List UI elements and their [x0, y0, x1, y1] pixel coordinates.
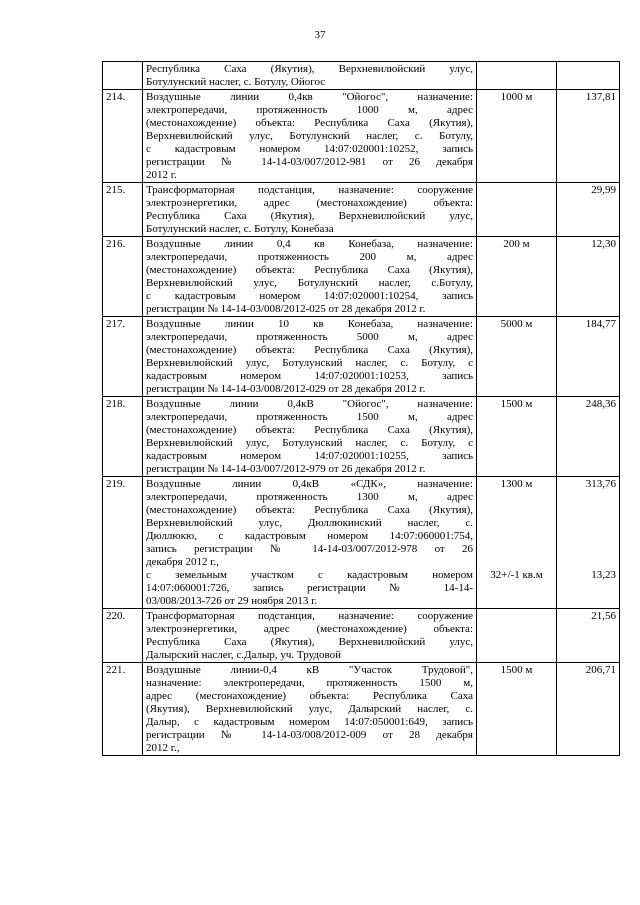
row-number [103, 62, 143, 90]
description-line: Ботулунский наслег, с. Ботулу, Ойогос [146, 76, 326, 88]
description-line: 2012 г. [146, 169, 177, 181]
length-value: 5000 м [500, 318, 533, 330]
property-registry-table [102, 61, 620, 756]
description-line: Далырский наслег, с.Далыр, уч. Трудовой [146, 649, 341, 661]
description-line: Республика Саха (Якутия), Верхневилюйский улус, [146, 210, 473, 222]
table-row [103, 397, 620, 477]
description-line: Воздушные линии 0,4кВ "Ойогос", назначение: [146, 398, 473, 410]
object-description [143, 90, 477, 183]
description-line: Воздушные линии 0,4кВ «СДК», назначение: [146, 478, 473, 490]
object-description [143, 477, 477, 609]
object-description [143, 183, 477, 237]
table-row [103, 90, 620, 183]
table-row [103, 663, 620, 756]
description-subline: с земельным участком с кадастровым номером [146, 569, 473, 581]
description-line: регистрации № 14-14-03/008/2012-009 от 28 декабря [146, 729, 473, 741]
description-line: регистрации № 14-14-03/007/2012-981 от 26 декабря [146, 156, 473, 168]
description-line: электропередачи, протяженность 1300 м, адрес [146, 491, 473, 503]
description-line: Воздушные линии 0,4кв "Ойогос", назначение: [146, 91, 473, 103]
registry-body [103, 62, 620, 756]
description-line: регистрации № 14-14-03/008/2012-029 от 28 декабря 2012 г. [146, 383, 426, 395]
description-line: Трансформаторная подстанция, назначение: сооружение [146, 184, 473, 196]
description-subline: 03/008/2013-726 от 29 ноября 2013 г. [146, 595, 318, 607]
object-description [143, 237, 477, 317]
length-cell [477, 62, 557, 90]
description-line: назначение: электропередачи, протяженность 1500 м, [146, 677, 473, 689]
table-row [103, 609, 620, 663]
description-line: электропередачи, протяженность 1000 м, адрес [146, 104, 473, 116]
description-line: электроэнергетики, адрес (местонахождение) объекта: [146, 197, 473, 209]
object-description [143, 663, 477, 756]
row-number: 219. [103, 477, 143, 609]
value-amount: 29,99 [591, 184, 616, 196]
value-sub-amount: 13,23 [591, 569, 616, 581]
description-line: электроэнергетики, адрес (местонахождение) объекта: [146, 623, 473, 635]
value-amount: 248,36 [585, 398, 616, 410]
description-line: (Якутия), Верхневилюйский улус, Далырский наслег, с. [146, 703, 473, 715]
value-cell [557, 477, 620, 609]
value-amount: 206,71 [585, 664, 616, 676]
description-line: Верхневилюйский улус, Ботулунский наслег, с. Ботулу, [146, 130, 473, 142]
table-row [103, 62, 620, 90]
length-cell [477, 183, 557, 237]
row-number: 215. [103, 183, 143, 237]
value-cell [557, 183, 620, 237]
length-cell [477, 237, 557, 317]
length-cell [477, 663, 557, 756]
description-line: с кадастровым номером 14:07:020001:10252, запись [146, 143, 473, 155]
object-description [143, 62, 477, 90]
description-line: Верхневилюйский улус, Ботулунский наслег, с. Ботулу, с [146, 437, 473, 449]
length-value: 1500 м [500, 398, 533, 410]
description-line: Верхневилюйский улус, Ботулунский наслег, с. Ботулу, с [146, 357, 473, 369]
length-cell [477, 90, 557, 183]
value-amount: 137,81 [585, 91, 616, 103]
description-line: регистрации № 14-14-03/007/2012-979 от 26 декабря 2012 г. [146, 463, 426, 475]
description-line: Трансформаторная подстанция, назначение: сооружение [146, 610, 473, 622]
description-line: (местонахождение) объекта: Республика Саха (Якутия), [146, 117, 473, 129]
value-amount: 313,76 [585, 478, 616, 490]
length-cell [477, 397, 557, 477]
value-amount: 184,77 [585, 318, 616, 330]
description-line: Республика Саха (Якутия), Верхневилюйский улус, [146, 63, 473, 75]
description-line: (местонахождение) объекта: Республика Саха (Якутия), [146, 504, 473, 516]
length-sub-value: 32+/-1 кв.м [490, 569, 543, 581]
length-value: 1500 м [500, 664, 533, 676]
description-line: декабря 2012 г., [146, 556, 219, 568]
object-description [143, 609, 477, 663]
table-row [103, 183, 620, 237]
description-line: электропередачи, протяженность 200 м, адрес [146, 251, 473, 263]
object-description [143, 397, 477, 477]
value-cell [557, 90, 620, 183]
description-line: запись регистрации № 14-14-03/007/2012-978 от 26 [146, 543, 473, 555]
page-number: 37 [314, 29, 326, 41]
description-line: Верхневилюйский улус, Ботулунский наслег, с.Ботулу, [146, 277, 473, 289]
description-line: (местонахождение) объекта: Республика Саха (Якутия), [146, 264, 473, 276]
table-row [103, 317, 620, 397]
description-line: электропередачи, протяженность 5000 м, адрес [146, 331, 473, 343]
description-line: Республика Саха (Якутия), Верхневилюйский улус, [146, 636, 473, 648]
description-line: кадастровым номером 14:07:020001:10253, запись [146, 370, 473, 382]
length-value: 1000 м [500, 91, 533, 103]
description-line: адрес (местонахождение) объекта: Республика Саха [146, 690, 473, 702]
description-line: (местонахождение) объекта: Республика Саха (Якутия), [146, 344, 473, 356]
description-subline: 14:07:060001:726, запись регистрации № 14-14- [146, 582, 473, 594]
description-line: кадастровым номером 14:07:020001:10255, запись [146, 450, 473, 462]
description-line: Ботулунский наслег, с. Ботулу, Конебаза [146, 223, 334, 235]
value-cell [557, 62, 620, 90]
description-line: Верхневилюйский улус, Дюллюкинский наслег, с. [146, 517, 473, 529]
length-cell [477, 477, 557, 609]
description-line: Воздушные линии 0,4 кв Конебаза, назначение: [146, 238, 473, 250]
description-line: (местонахождение) объекта: Республика Саха (Якутия), [146, 424, 473, 436]
value-cell [557, 609, 620, 663]
value-cell [557, 317, 620, 397]
length-value: 1300 м [500, 478, 533, 490]
value-cell [557, 237, 620, 317]
table-row [103, 237, 620, 317]
description-line: регистрации № 14-14-03/008/2012-025 от 28 декабря 2012 г. [146, 303, 426, 315]
object-description [143, 317, 477, 397]
description-line: Воздушные линии-0,4 кВ "Участок Трудовой", [146, 664, 473, 676]
row-number: 216. [103, 237, 143, 317]
description-line: 2012 г., [146, 742, 180, 754]
description-line: Воздушные линии 10 кв Конебаза, назначение: [146, 318, 473, 330]
length-cell [477, 609, 557, 663]
description-line: электропередачи, протяженность 1500 м, адрес [146, 411, 473, 423]
value-cell [557, 663, 620, 756]
row-number: 218. [103, 397, 143, 477]
row-number: 221. [103, 663, 143, 756]
value-amount: 21,56 [591, 610, 616, 622]
row-number: 220. [103, 609, 143, 663]
description-line: с кадастровым номером 14:07:020001:10254, запись [146, 290, 473, 302]
value-cell [557, 397, 620, 477]
row-number: 214. [103, 90, 143, 183]
table-row [103, 477, 620, 609]
description-line: Дюллюкю, с кадастровым номером 14:07:060001:754, [146, 530, 473, 542]
row-number: 217. [103, 317, 143, 397]
description-line: Далыр, с кадастровым номером 14:07:050001:649, запись [146, 716, 473, 728]
length-value: 200 м [503, 238, 530, 250]
value-amount: 12,30 [591, 238, 616, 250]
length-cell [477, 317, 557, 397]
